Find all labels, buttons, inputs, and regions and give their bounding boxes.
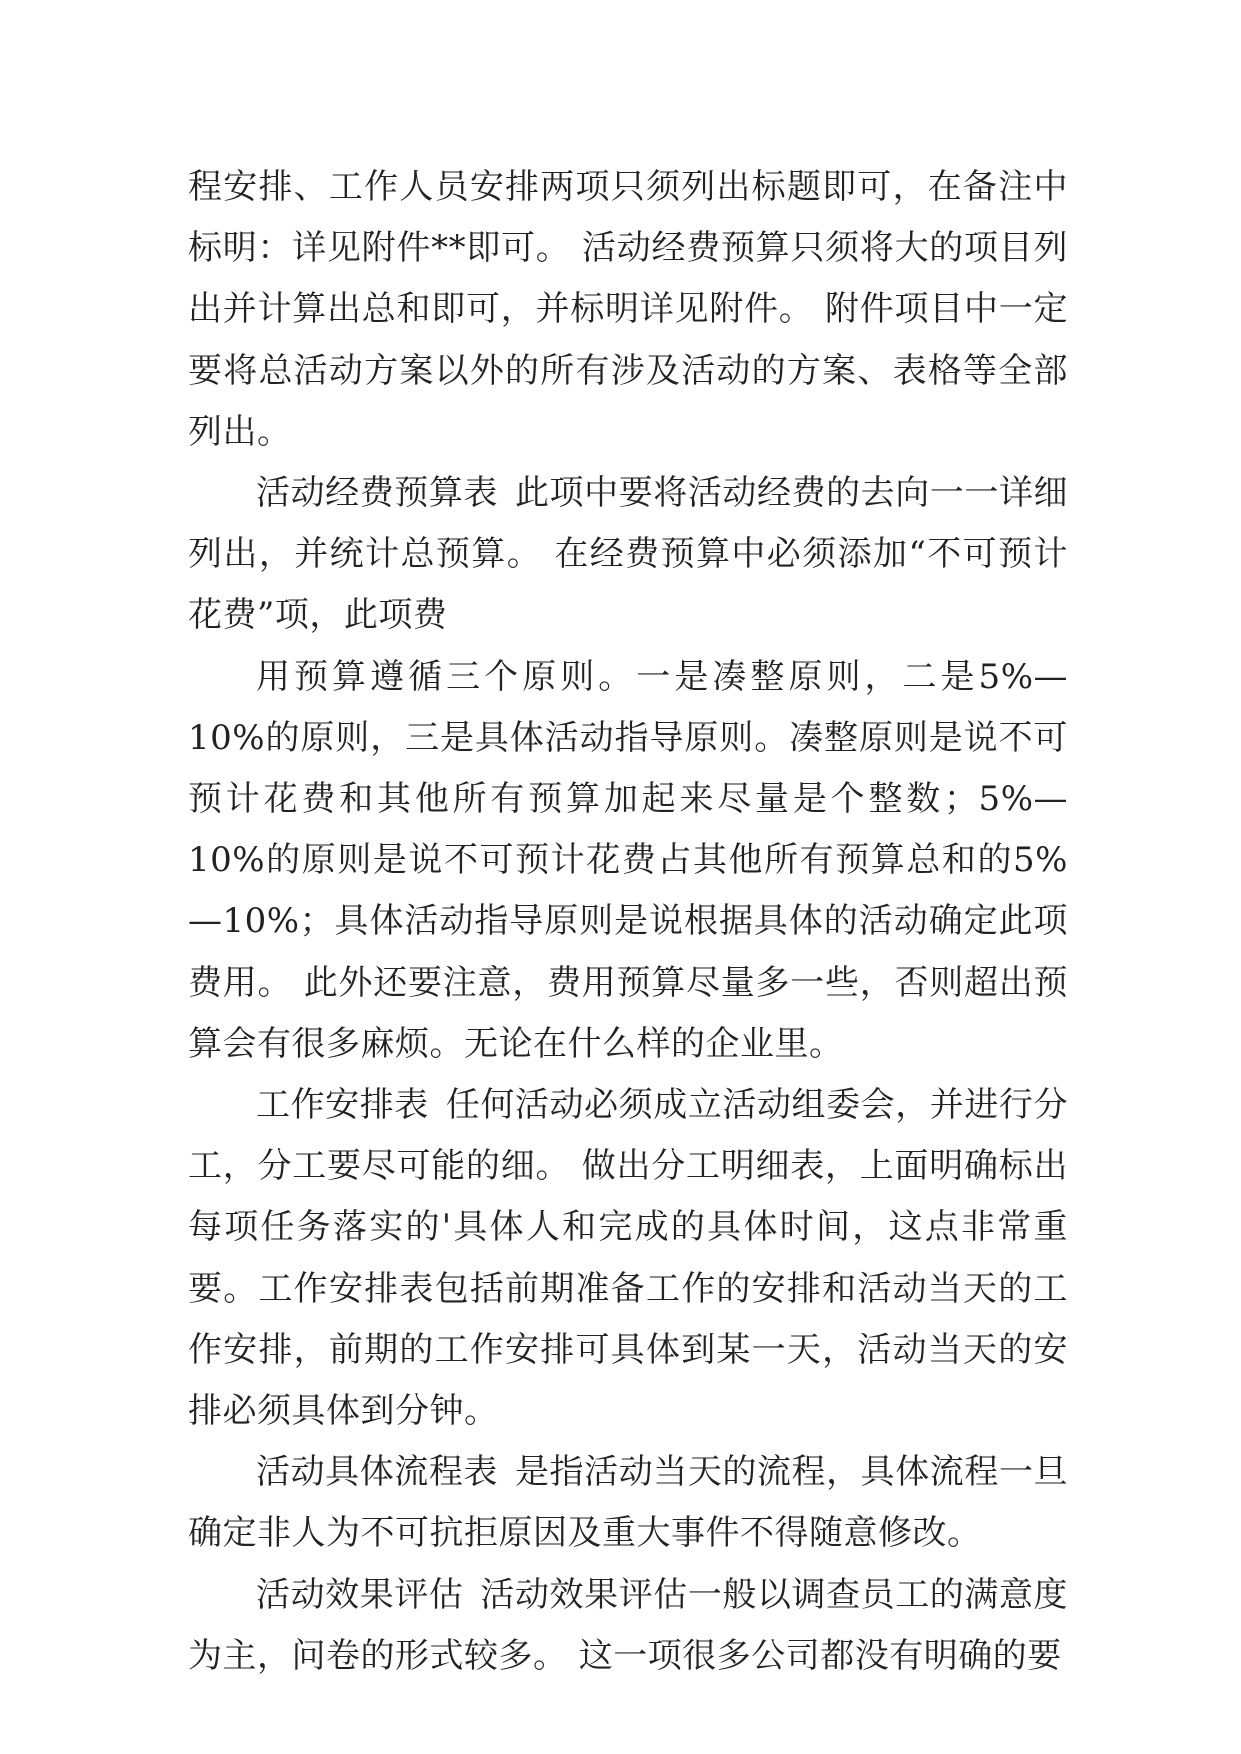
section-title-effect-evaluation: 活动效果评估 — [256, 1574, 464, 1615]
section-title-budget-table: 活动经费预算表 — [256, 473, 498, 514]
paragraph-text: 活动效果评估一般以调查员工的满意度为主，问卷的形式较多。 这一项很多公司都没有明确的要 — [188, 1574, 1069, 1676]
paragraph-budget-table — [188, 463, 1068, 647]
paragraph-text: 任何活动必须成立活动组委会，并进行分工，分工要尽可能的细。 做出分工明细表，上面明确标出每项任务落实的'具体人和完成的具体时间，这点非常重要。工作安排表包括前期准备工作的安排和活动当天的工作安排，前期的工作安排可具体到某一天，活动当天的安排必须具体到分钟。 — [188, 1085, 1069, 1432]
paragraph-continuation — [188, 157, 1068, 463]
paragraph-effect-evaluation — [188, 1565, 1068, 1687]
paragraph-text: 用预算遵循三个原则。一是凑整原则，二是5%—10%的原则，三是具体活动指导原则。凑整原则是说不可预计花费和其他所有预算加起来尽量是个整数；5%—10%的原则是说不可预计花费占其他所有预算总和的5%—10%；具体活动指导原则是说根据具体的活动确定此项费用。 此外还要注意，费用预算尽量多一些，否则超出预算会有很多麻烦。无论在什么样的企业里。 — [188, 656, 1068, 1064]
document-body — [188, 157, 1068, 1687]
paragraph-work-schedule — [188, 1075, 1068, 1442]
paragraph-text: 此项中要将活动经费的去向一一详细列出，并统计总预算。 在经费预算中必须添加“不可预计花费”项，此项费 — [188, 473, 1069, 636]
paragraph-text: 程安排、工作人员安排两项只须列出标题即可，在备注中标明：详见附件**即可。 活动经费预算只须将大的项目列出并计算出总和即可，并标明详见附件。 附件项目中一定要将总活动方案以外的所有涉及活动的方案、表格等全部列出。 — [188, 167, 1068, 452]
paragraph-budget-principles — [188, 647, 1068, 1075]
section-title-process-table: 活动具体流程表 — [256, 1452, 498, 1493]
paragraph-text: 是指活动当天的流程，具体流程一旦确定非人为不可抗拒原因及重大事件不得随意修改。 — [188, 1452, 1069, 1554]
section-title-work-schedule: 工作安排表 — [256, 1085, 429, 1126]
paragraph-process-table — [188, 1442, 1068, 1564]
